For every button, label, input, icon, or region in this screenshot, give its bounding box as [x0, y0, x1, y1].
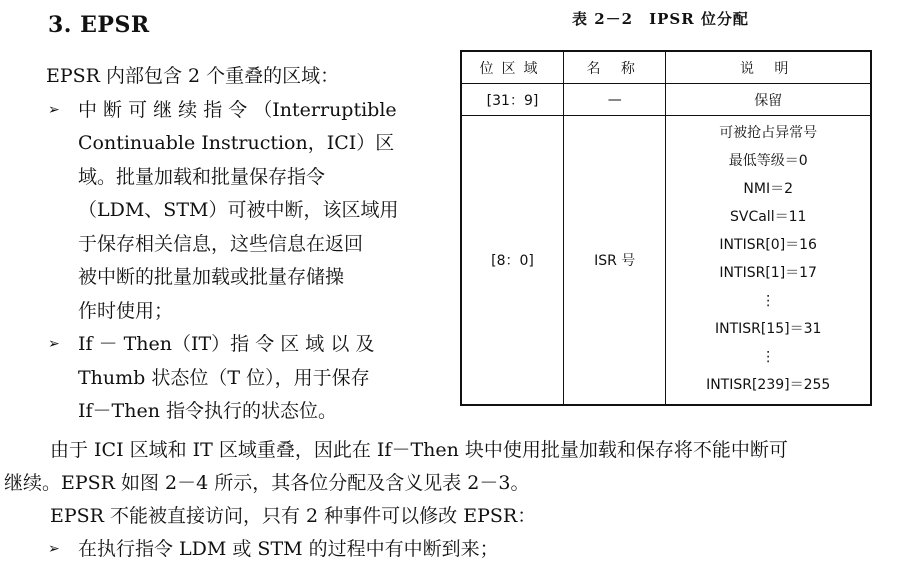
- bullet-ici: [46, 94, 426, 329]
- header-name: 名 称: [564, 51, 666, 84]
- bullet1-line: 作时使用；: [78, 299, 174, 322]
- arrow-bullet-icon: ➢: [48, 541, 60, 557]
- bullet1-line: Continuable Instruction，ICI）区: [78, 132, 395, 154]
- arrow-bullet-icon: ➢: [48, 336, 60, 352]
- arrow-bullet-icon: ➢: [48, 101, 60, 118]
- table-row: [461, 116, 871, 406]
- desc-line: INTISR[0]＝16: [719, 237, 817, 253]
- table-caption: 表 2－2 IPSR 位分配: [572, 10, 749, 28]
- intro-text: EPSR 内部包含 2 个重叠的区域：: [46, 65, 340, 87]
- bullet1-line: 域。批量加载和批量保存指令: [78, 165, 326, 188]
- paragraph-line: 在执行指令 LDM 或 STM 的过程中有中断到来；: [78, 538, 499, 560]
- desc-line: 最低等级＝0: [728, 153, 808, 169]
- bullet1-line: （LDM、STM）可被中断，该区域用: [78, 199, 399, 221]
- bullet2-line: Thumb 状态位（T 位），用于保存: [78, 366, 370, 389]
- bullet-ldm-stm: [0, 533, 909, 566]
- bullet1-line: 于保存相关信息，这些信息在返回: [78, 232, 364, 255]
- desc-line: 可被抢占异常号: [719, 125, 818, 141]
- section-title: 3. EPSR: [48, 12, 150, 38]
- cell-bits: [8：0]: [461, 116, 564, 406]
- bullet2-line: If － Then（IT）指 令 区 域 以 及: [78, 333, 375, 355]
- cell-bits: [31：9]: [461, 84, 564, 116]
- desc-line: SVCall＝11: [729, 209, 807, 225]
- paragraph-line: EPSR 不能被直接访问，只有 2 种事件可以修改 EPSR：: [50, 505, 537, 527]
- cell-desc: 保留: [666, 84, 871, 116]
- bullet1-line: 中 断 可 继 续 指 令 （Interruptible: [78, 98, 397, 121]
- cell-name: ISR 号: [564, 116, 666, 406]
- bullet1-line: 被中断的批量加载或批量存储操: [78, 266, 345, 288]
- header-desc: 说 明: [666, 51, 871, 84]
- cell-desc: [666, 116, 871, 406]
- bullet2-line: If－Then 指令执行的状态位。: [78, 400, 337, 422]
- table-header-row: [461, 51, 871, 84]
- paragraph-line: 由于 ICI 区域和 IT 区域重叠，因此在 If－Then 块中使用批量加载和保存将不能中断可: [50, 439, 788, 461]
- desc-line: NMI＝2: [743, 181, 793, 197]
- header-bits: 位区域: [461, 51, 564, 84]
- vertical-ellipsis: ⋮: [761, 349, 776, 365]
- cell-name: —: [564, 84, 666, 116]
- bottom-paragraphs: [0, 434, 909, 566]
- vertical-ellipsis: ⋮: [761, 293, 776, 309]
- desc-line: INTISR[239]＝255: [706, 377, 831, 393]
- bullet-it: [46, 328, 426, 429]
- table-row: [461, 84, 871, 116]
- paragraph-line: 继续。EPSR 如图 2－4 所示，其各位分配及含义见表 2－3。: [4, 472, 530, 494]
- left-column: [46, 60, 426, 429]
- desc-line: INTISR[1]＝17: [719, 265, 817, 281]
- desc-line: INTISR[15]＝31: [714, 321, 822, 337]
- ipsr-table: [460, 50, 872, 406]
